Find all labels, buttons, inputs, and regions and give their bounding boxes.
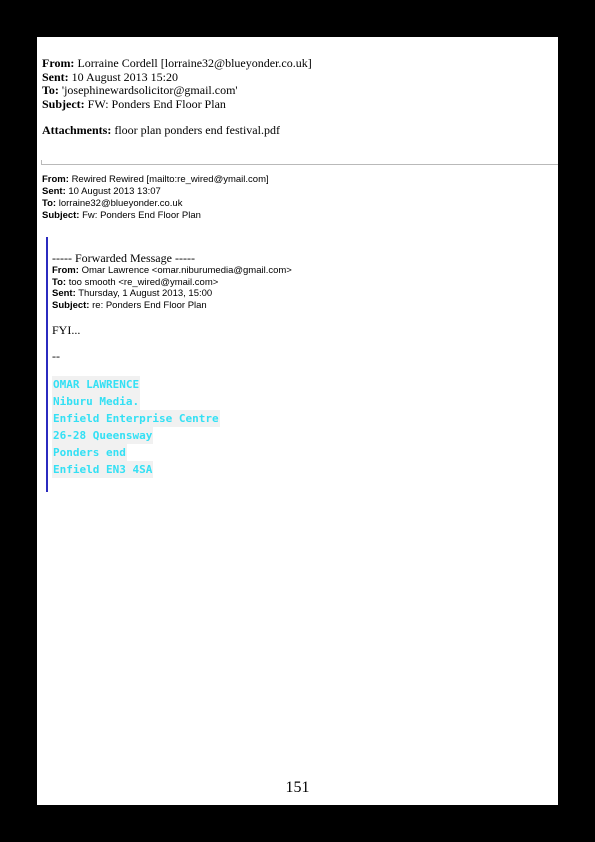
fwd-from-value: Rewired Rewired [mailto:re_wired@ymail.com] (71, 174, 269, 185)
fwd-to-label: To: (42, 198, 57, 209)
to-label: To: (42, 83, 59, 97)
signature-block (52, 376, 220, 478)
orig-subject-value: re: Ponders End Floor Plan (92, 299, 207, 311)
orig-subject-row (52, 300, 292, 312)
fwd-from-label: From: (42, 174, 69, 185)
fwd-subject-row (42, 210, 269, 222)
signature-name: OMAR LAWRENCE (53, 378, 140, 391)
fwd-subject-value: Fw: Ponders End Floor Plan (82, 210, 201, 221)
orig-to-row (52, 277, 292, 289)
signature-company: Niburu Media. (53, 395, 140, 408)
fwd-sent-value: 10 August 2013 13:07 (68, 186, 161, 197)
quote-bar (46, 237, 48, 492)
fwd-sent-label: Sent: (42, 186, 66, 197)
orig-to-label: To: (52, 276, 67, 288)
fwd-to-value: lorraine32@blueyonder.co.uk (58, 198, 183, 209)
orig-subject-label: Subject: (52, 299, 90, 311)
fwd-from-row (42, 174, 269, 186)
subject-value: FW: Ponders End Floor Plan (87, 96, 226, 111)
forwarded-message-title: ----- Forwarded Message ----- (52, 251, 195, 265)
signature-separator: -- (52, 349, 60, 363)
email-header (42, 57, 312, 111)
message-body: FYI... (52, 323, 81, 337)
orig-sent-value: Thursday, 1 August 2013, 15:00 (78, 288, 213, 299)
orig-sent-row (52, 288, 292, 300)
attachments-row (42, 123, 280, 138)
orig-sent-label: Sent: (52, 288, 76, 299)
orig-from-label: From: (52, 265, 79, 276)
from-label: From: (42, 56, 75, 70)
header-subject-row (42, 98, 312, 112)
fwd-sent-row (42, 186, 269, 198)
sent-value: 10 August 2013 15:20 (71, 69, 179, 84)
forwarded-message (52, 251, 292, 311)
from-value: Lorraine Cordell [lorraine32@blueyonder.co.uk] (77, 56, 312, 70)
fwd-to-row (42, 198, 269, 210)
header-sent-row (42, 71, 312, 85)
attachments-label: Attachments: (42, 123, 112, 137)
to-value: 'josephinewardsolicitor@gmail.com' (61, 83, 238, 97)
signature-address-4: Enfield EN3 4SA (53, 463, 153, 476)
subject-label: Subject: (42, 96, 85, 111)
signature-address-2: 26-28 Queensway (53, 429, 153, 442)
attachment-file[interactable]: floor plan ponders end festival.pdf (114, 123, 280, 137)
header-to-row (42, 84, 312, 98)
signature-address-1: Enfield Enterprise Centre (53, 412, 219, 425)
forwarded-message-header (52, 265, 292, 311)
forwarded-header (42, 174, 269, 222)
orig-to-value: too smooth <re_wired@ymail.com> (68, 276, 219, 288)
orig-from-value: Omar Lawrence <omar.niburumedia@gmail.com> (81, 265, 292, 276)
page-number: 151 (285, 779, 310, 796)
orig-from-row (52, 265, 292, 277)
fwd-subject-label: Subject: (42, 210, 80, 221)
header-from-row (42, 57, 312, 71)
header-divider (41, 164, 558, 165)
signature-address-3: Ponders end (53, 446, 126, 459)
document-page (37, 37, 558, 805)
sent-label: Sent: (42, 69, 69, 84)
